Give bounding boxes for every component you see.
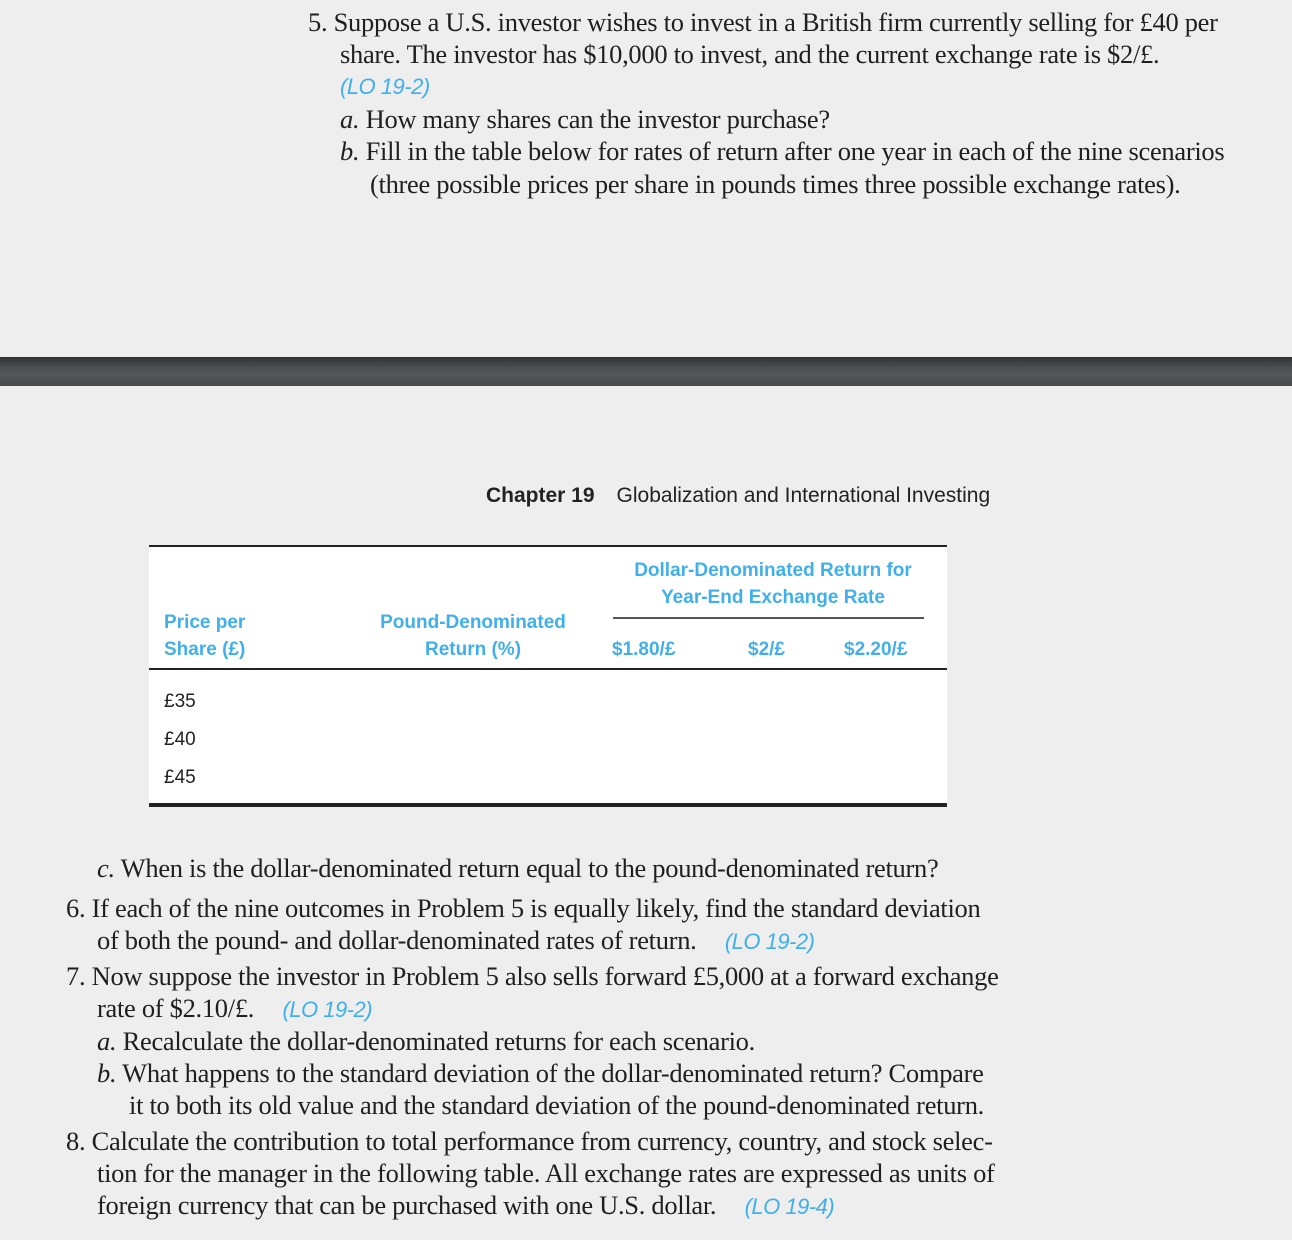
col-header-line-1: Price per bbox=[164, 612, 246, 633]
problem-5c bbox=[97, 852, 938, 884]
problem-text: foreign currency that can be purchased with one U.S. dollar. bbox=[97, 1190, 717, 1220]
header-bottom-rule bbox=[149, 668, 947, 670]
group-header-rule bbox=[613, 617, 924, 619]
page-divider bbox=[0, 357, 1292, 386]
part-text: What happens to the standard deviation of the dollar-denominated return? Compare bbox=[122, 1058, 984, 1088]
group-header-line-2: Year-End Exchange Rate bbox=[661, 587, 885, 608]
table-bottom-rule bbox=[149, 803, 947, 807]
problem-number: 8. bbox=[66, 1126, 86, 1156]
problem-8-line-2: tion for the manager in the following table. All exchange rates are expressed as units of bbox=[97, 1158, 995, 1188]
problem-7b bbox=[97, 1057, 984, 1089]
problem-text: Now suppose the investor in Problem 5 also sells forward £5,000 at a forward exchange bbox=[91, 961, 999, 991]
col-header-price bbox=[164, 609, 245, 663]
problem-5-line-1 bbox=[308, 6, 1218, 38]
problem-text: rate of $2.10/£. bbox=[97, 993, 255, 1023]
table-row-price: £40 bbox=[164, 729, 196, 750]
learning-objective-link[interactable]: (LO 19-2) bbox=[340, 74, 430, 99]
problem-text: If each of the nine outcomes in Problem 5 is equally likely, find the standard deviation bbox=[91, 893, 981, 923]
problem-6-line-2 bbox=[97, 924, 814, 958]
col-header-rate-3: $2.20/£ bbox=[844, 639, 908, 660]
problem-number: 5. bbox=[308, 7, 328, 37]
problem-5b bbox=[340, 135, 1224, 167]
col-header-rate-2: $2/£ bbox=[748, 639, 785, 660]
part-text: Recalculate the dollar-denominated returns for each scenario. bbox=[122, 1026, 755, 1056]
returns-table bbox=[149, 545, 947, 807]
problem-number: 7. bbox=[66, 961, 86, 991]
part-label: c. bbox=[97, 853, 115, 883]
col-header-line-2: Share (£) bbox=[164, 639, 246, 660]
part-text: How many shares can the investor purchase? bbox=[365, 104, 830, 134]
problem-7-line-1 bbox=[66, 960, 999, 992]
part-text: Fill in the table below for rates of return after one year in each of the nine scenarios bbox=[365, 136, 1225, 166]
problem-5-line-2: share. The investor has $10,000 to invest, and the current exchange rate is $2/£. bbox=[340, 39, 1160, 69]
problem-7a bbox=[97, 1025, 755, 1057]
table-top-rule bbox=[149, 545, 947, 547]
problem-text: Calculate the contribution to total performance from currency, country, and stock selec- bbox=[91, 1126, 993, 1156]
chapter-header bbox=[486, 484, 990, 508]
chapter-number: Chapter 19 bbox=[486, 484, 595, 507]
col-header-line-2: Return (%) bbox=[424, 639, 522, 660]
group-header-line-1: Dollar-Denominated Return for bbox=[634, 560, 912, 581]
problem-5b-line-2: (three possible prices per share in pounds times three possible exchange rates). bbox=[370, 169, 1181, 199]
part-label: a. bbox=[97, 1026, 117, 1056]
part-label: a. bbox=[340, 104, 360, 134]
problem-text: Suppose a U.S. investor wishes to invest in a British firm currently selling for £40 per bbox=[333, 7, 1218, 37]
learning-objective-link[interactable]: (LO 19-4) bbox=[744, 1194, 835, 1219]
part-text: When is the dollar-denominated return equal to the pound-denominated return? bbox=[120, 853, 939, 883]
table-row-price: £35 bbox=[164, 691, 196, 712]
problem-7-line-2 bbox=[97, 992, 372, 1026]
col-header-rate-1: $1.80/£ bbox=[612, 639, 676, 660]
table-row-price: £45 bbox=[164, 767, 196, 788]
problem-number: 6. bbox=[66, 893, 86, 923]
chapter-title: Globalization and International Investing bbox=[616, 484, 991, 507]
problem-5a bbox=[340, 103, 830, 135]
problem-8-line-3 bbox=[97, 1189, 834, 1223]
problem-text: of both the pound- and dollar-denominated rates of return. bbox=[97, 925, 697, 955]
problem-8-line-1 bbox=[66, 1125, 993, 1157]
problem-6-line-1 bbox=[66, 892, 980, 924]
part-label: b. bbox=[340, 136, 360, 166]
col-header-pound-return bbox=[369, 609, 577, 663]
problem-7b-line-2: it to both its old value and the standard deviation of the pound-denominated return. bbox=[129, 1090, 984, 1120]
part-label: b. bbox=[97, 1058, 117, 1088]
col-header-line-1: Pound-Denominated bbox=[380, 612, 566, 633]
dollar-return-group-header bbox=[613, 557, 933, 611]
learning-objective-link[interactable]: (LO 19-2) bbox=[282, 997, 373, 1022]
learning-objective-link[interactable]: (LO 19-2) bbox=[724, 929, 815, 954]
